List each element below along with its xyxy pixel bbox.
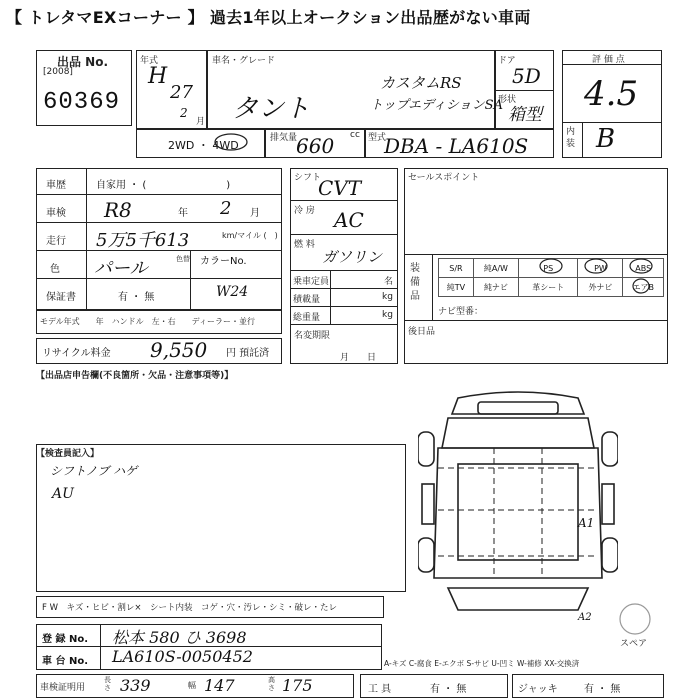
lot-label: 出品 No.: [57, 55, 109, 69]
recycle-label: リサイクル料金: [42, 348, 111, 359]
grade-line1: カスタムRS: [380, 74, 462, 92]
history-value: 自家用 ・ ( ): [96, 180, 231, 191]
name-value: タント: [232, 94, 311, 124]
drive-4wd-circle: [213, 132, 249, 152]
disp-value: 660: [296, 134, 335, 158]
lot-small-code: [2008]: [43, 67, 73, 77]
equip-abs: ABS: [623, 259, 664, 278]
fw-text: F W キズ・ヒビ・割レ× シート内装 コゲ・穴・汚レ・シミ・破レ・たレ: [42, 603, 337, 613]
year-era: H: [148, 64, 168, 89]
shift-label: シフト: [294, 173, 322, 183]
lot-number: 60369: [43, 89, 121, 116]
inspection-year-unit: 年: [178, 208, 188, 219]
door-value: 5D: [512, 64, 541, 88]
inspector-label: 【検査員記入】: [36, 449, 100, 459]
equip-ext-navi: 外ナビ: [578, 278, 623, 297]
len-label: 長さ: [104, 676, 111, 692]
gross-label: 総重量: [293, 313, 321, 323]
shape-value: 箱型: [508, 105, 542, 125]
load-unit: kg: [382, 292, 393, 302]
width-value: 147: [204, 676, 235, 695]
warranty-label: 保証書: [46, 292, 76, 303]
color-no-value: W24: [216, 284, 249, 300]
year-month-unit: 月: [196, 117, 206, 127]
load-label: 積載量: [293, 295, 321, 305]
spare-label: スペア: [620, 639, 648, 649]
sales-label: セールスポイント: [408, 173, 480, 183]
jack-label: ジャッキ: [518, 684, 558, 695]
reg-label: 登 録 No.: [42, 634, 89, 645]
equip-aw: 純A/W: [473, 259, 518, 278]
equip-leather: 革シート: [519, 278, 578, 297]
tools-label: 工 具: [368, 684, 392, 695]
width-label: 幅: [188, 681, 196, 690]
inspector-line1: シフトノブ ハゲ: [50, 464, 138, 478]
capacity-unit: 名: [384, 277, 394, 287]
equip-navi: 純ナビ: [473, 278, 518, 297]
tools-value: 有 ・ 無: [430, 684, 467, 695]
color-change: 色替: [176, 255, 190, 263]
recycle-unit: 円 預託済: [226, 348, 270, 359]
cert-label: 車検証明用: [40, 683, 86, 693]
model-year-text: モデル年式 年 ハンドル 左・右 ディーラー・並行: [40, 317, 255, 326]
height-value: 175: [282, 676, 313, 695]
capacity-label: 乗車定員: [293, 277, 330, 287]
interior-label: 内装: [566, 127, 576, 149]
gross-unit: kg: [382, 310, 393, 320]
equip-label: 装備品: [410, 263, 420, 302]
mileage-unit: km/マイル ( ): [222, 231, 278, 240]
mileage-value: 5万5千613: [96, 230, 190, 251]
color-no-label: カラーNo.: [200, 256, 247, 267]
lot-box: [36, 50, 132, 126]
navi-label: ナビ型番：: [438, 307, 484, 317]
color-value: パール: [94, 258, 148, 279]
diagram-mark-a1: A1: [578, 516, 595, 530]
inspection-month-unit: 月: [250, 208, 260, 219]
inspection-month: 2: [220, 198, 232, 219]
equip-circles: [438, 256, 664, 298]
door-label: ドア: [498, 56, 516, 66]
spare-tire-icon: [618, 602, 652, 636]
name-label: 車名・グレード: [212, 56, 276, 66]
fuel-label: 燃 料: [294, 240, 315, 250]
recycle-value: 9,550: [150, 338, 208, 362]
disp-unit: cc: [350, 130, 360, 140]
shape-label: 形状: [498, 95, 517, 105]
height-label: 高さ: [268, 676, 275, 692]
reg-value: 松本 580 ひ 3698: [112, 628, 247, 647]
inspector-line2: AU: [52, 486, 74, 502]
equip-ps: PS: [519, 259, 578, 278]
mileage-label: 走行: [46, 236, 66, 247]
year-value: 27: [170, 82, 193, 103]
fuel-value: ガソリン: [322, 248, 383, 266]
year-month: 2: [180, 106, 188, 120]
ac-label: 冷 房: [294, 206, 315, 216]
len-value: 339: [120, 676, 151, 695]
color-label: 色: [50, 264, 60, 275]
inspection-label: 車検: [46, 208, 66, 219]
postmark-label: 後日品: [408, 327, 436, 337]
score-value: 4.5: [584, 74, 639, 114]
warranty-value: 有 ・ 無: [118, 292, 155, 303]
diagram-mark-a2: A2: [578, 612, 592, 623]
equip-sr: S/R: [439, 259, 474, 278]
inspection-value: R8: [104, 198, 132, 222]
namechange-label: 名変期限: [294, 331, 331, 341]
namechange-unit: 月 日: [340, 353, 377, 363]
equip-pw: PW: [578, 259, 623, 278]
banner-title: 【 トレタマEXコーナー 】 過去1年以上オークション出品歴がない車両: [6, 7, 531, 27]
ac-value: AC: [334, 208, 364, 232]
disp-label: 排気量: [270, 133, 298, 143]
model-value: DBA - LA610S: [384, 134, 529, 158]
score-label: 評 価 点: [592, 55, 625, 65]
year-label: 年式: [140, 56, 159, 66]
chassis-label: 車 台 No.: [42, 656, 89, 667]
drive-type: 2WD ・ 4WD: [168, 139, 239, 152]
shift-value: CVT: [318, 176, 362, 200]
interior-value: B: [596, 124, 616, 154]
model-label: 型式: [368, 133, 387, 143]
vehicle-diagram: [418, 388, 618, 618]
equip-tv: 純TV: [439, 278, 474, 297]
grade-line2: トップエディションSA: [370, 98, 503, 113]
seller-notes-label: 【出品店申告欄(不良箇所・欠品・注意事項等)】: [36, 371, 234, 381]
history-label: 車歴: [46, 180, 66, 191]
jack-value: 有 ・ 無: [584, 684, 621, 695]
equip-airbag: エアB: [623, 278, 664, 297]
chassis-value: LA610S-0050452: [112, 647, 253, 666]
damage-legend: A-キズ C-腐食 E-エクボ S-サビ U-凹ミ W-補修 XX-交換済: [384, 659, 580, 668]
